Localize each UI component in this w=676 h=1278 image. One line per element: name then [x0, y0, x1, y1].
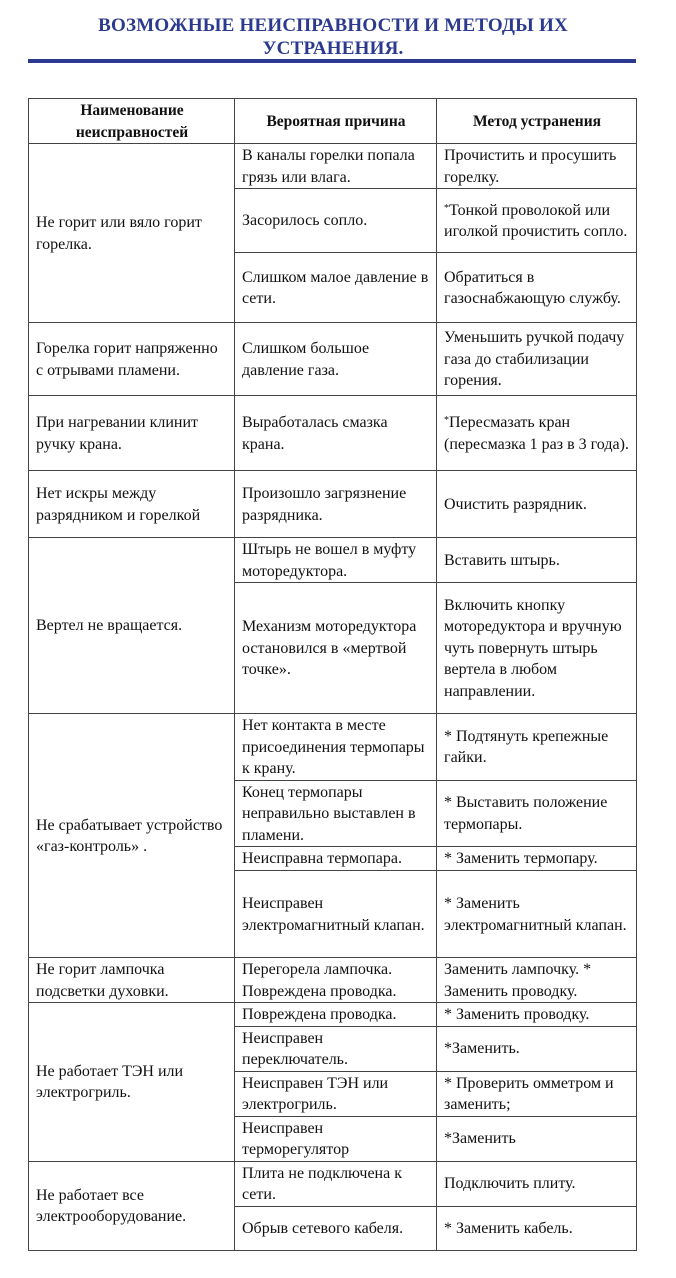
method-cell: * Проверить омметром и заменить; — [437, 1071, 637, 1116]
method-cell: Обратиться в газоснабжающую службу. — [437, 253, 637, 323]
table-row — [29, 958, 637, 1003]
method-cell — [437, 396, 637, 471]
cause-cell: Обрыв сетевого кабеля. — [235, 1206, 437, 1250]
method-cell: Заменить лампочку. * Заменить проводку. — [437, 958, 637, 1003]
fault-cell: Нет искры между разрядником и горелкой — [29, 471, 235, 538]
table-row — [29, 1003, 637, 1027]
fault-cell: Не срабатывает устройство «газ-контроль» . — [29, 714, 235, 958]
method-cell: *Заменить — [437, 1116, 637, 1161]
header-fault-line-2: неисправностей — [75, 123, 189, 141]
cause-cell: Механизм моторедуктора остановился в «мертвой точке». — [235, 583, 437, 714]
header-fault — [29, 99, 235, 144]
fault-cell: Не работает ТЭН или электрогриль. — [29, 1003, 235, 1162]
cause-cell: Слишком большое давление газа. — [235, 323, 437, 396]
method-cell: Включить кнопку моторедуктора и вручную чуть повернуть штырь вертела в любом направлении. — [437, 583, 637, 714]
fault-cell: Не горит или вяло горит горелка. — [29, 144, 235, 323]
fault-cell: Вертел не вращается. — [29, 538, 235, 714]
table-row — [29, 323, 637, 396]
fault-cell: При нагревании клинит ручку крана. — [29, 396, 235, 471]
cause-cell: Неисправен электромагнитный клапан. — [235, 871, 437, 958]
asterisk-mark: * — [444, 415, 449, 426]
method-cell — [437, 189, 637, 253]
cause-cell: Неисправен терморегулятор — [235, 1116, 437, 1161]
cause-cell: Засорилось сопло. — [235, 189, 437, 253]
method-text: Пересмазать кран (пересмазка 1 раз в 3 года). — [444, 414, 629, 453]
fault-cell: Не работает все электрооборудование. — [29, 1161, 235, 1250]
fault-cell: Горелка горит напряженно с отрывами пламени. — [29, 323, 235, 396]
method-cell: * Заменить проводку. — [437, 1003, 637, 1027]
cause-cell: Плита не подключена к сети. — [235, 1161, 437, 1206]
cause-cell: Неисправна термопара. — [235, 847, 437, 871]
asterisk-mark: * — [444, 202, 449, 214]
cause-cell: Неисправен переключатель. — [235, 1026, 437, 1071]
table-row — [29, 1161, 637, 1206]
method-cell: Уменьшить ручкой подачу газа до стабилизации горения. — [437, 323, 637, 396]
table-header-row — [29, 99, 637, 144]
cause-cell: Повреждена проводка. — [235, 1003, 437, 1027]
title-line-1: ВОЗМОЖНЫЕ НЕИСПРАВНОСТИ И МЕТОДЫ ИХ — [98, 15, 568, 36]
fault-cell: Не горит лампочка подсветки духовки. — [29, 958, 235, 1003]
header-method: Метод устранения — [437, 99, 637, 144]
cause-cell: Штырь не вошел в муфту моторедуктора. — [235, 538, 437, 583]
table-row — [29, 538, 637, 583]
method-cell: * Подтянуть крепежные гайки. — [437, 714, 637, 781]
method-cell: * Выставить положение термопары. — [437, 780, 637, 847]
title-underline — [28, 59, 636, 63]
method-cell: *Заменить. — [437, 1026, 637, 1071]
page-title — [28, 14, 638, 60]
header-fault-line-1: Наименование — [80, 102, 184, 119]
cause-cell: Нет контакта в месте присоединения термопары к крану. — [235, 714, 437, 781]
method-text: Тонкой проволокой или иголкой прочистить сопло. — [444, 201, 628, 240]
table-row — [29, 714, 637, 781]
method-cell: Подключить плиту. — [437, 1161, 637, 1206]
method-cell: * Заменить термопару. — [437, 847, 637, 871]
title-line-2: УСТРАНЕНИЯ. — [262, 38, 404, 59]
cause-cell: Неисправен ТЭН или электрогриль. — [235, 1071, 437, 1116]
table-row — [29, 396, 637, 471]
cause-cell: Слишком малое давление в сети. — [235, 253, 437, 323]
method-cell: * Заменить электромагнитный клапан. — [437, 871, 637, 958]
method-cell: * Заменить кабель. — [437, 1206, 637, 1250]
cause-cell: Конец термопары неправильно выставлен в пламени. — [235, 780, 437, 847]
troubleshooting-table-wrapper — [28, 98, 636, 1251]
table-row — [29, 471, 637, 538]
header-cause: Вероятная причина — [235, 99, 437, 144]
table-row — [29, 144, 637, 189]
cause-cell: В каналы горелки попала грязь или влага. — [235, 144, 437, 189]
method-cell: Прочистить и просушить горелку. — [437, 144, 637, 189]
cause-cell: Выработалась смазка крана. — [235, 396, 437, 471]
cause-cell: Перегорела лампочка. Повреждена проводка. — [235, 958, 437, 1003]
method-cell: Вставить штырь. — [437, 538, 637, 583]
cause-cell: Произошло загрязнение разрядника. — [235, 471, 437, 538]
troubleshooting-table — [28, 98, 637, 1251]
method-cell: Очистить разрядник. — [437, 471, 637, 538]
